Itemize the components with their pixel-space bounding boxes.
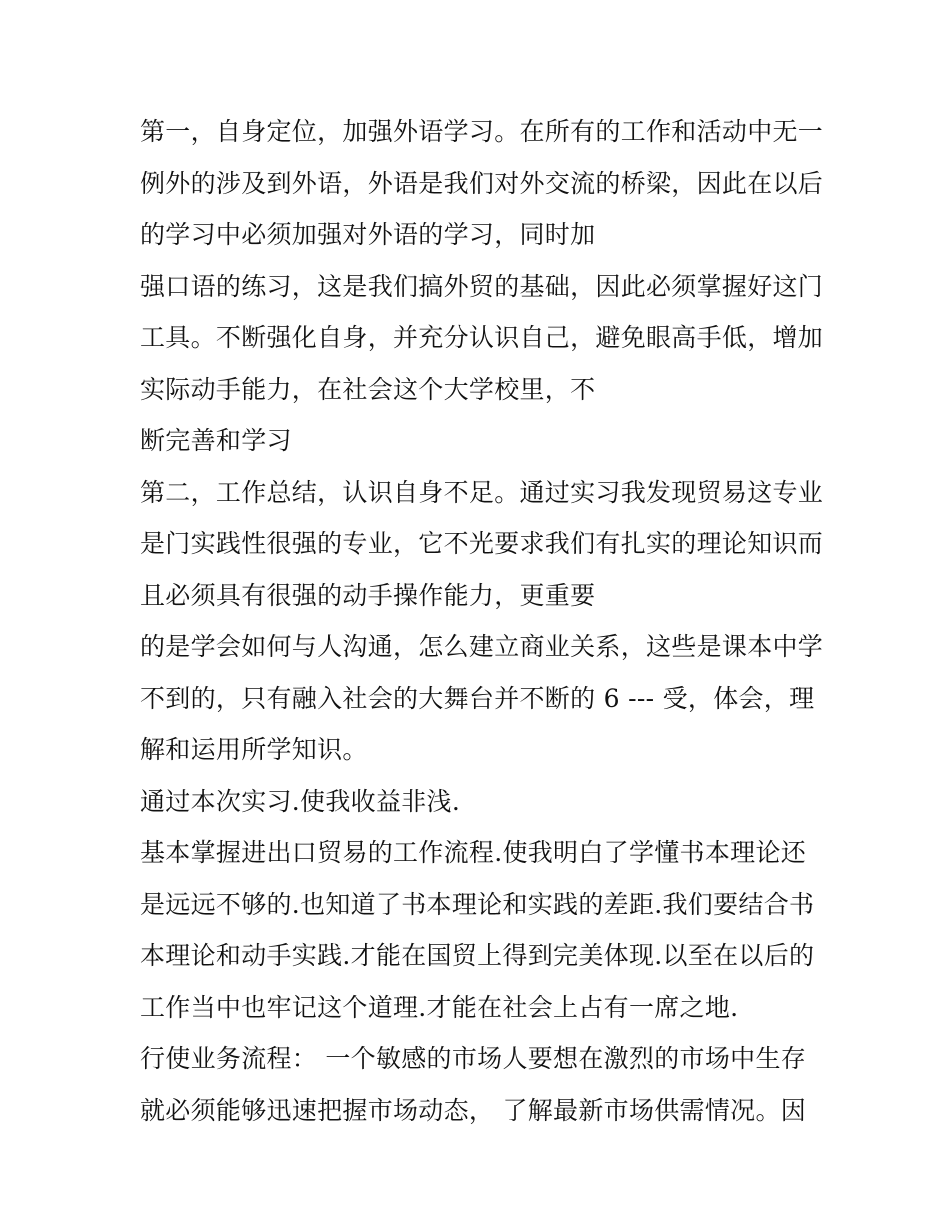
- text-line: 行使业务流程： 一个敏感的市场人要想在激烈的市场中生存: [140, 1044, 807, 1073]
- text-line: 是门实践性很强的专业，它不光要求我们有扎实的理论知识而: [140, 529, 824, 558]
- text-line: 强口语的练习，这是我们搞外贸的基础，因此必须掌握好这门: [140, 271, 824, 301]
- text-line: 通过本次实习.使我收益非浅.: [140, 786, 461, 816]
- text-line: 的是学会如何与人沟通，怎么建立商业关系，这些是课本中学: [140, 632, 824, 661]
- text-line: 的学习中必须加强对外语的学习，同时加: [140, 220, 596, 249]
- text-line: 本理论和动手实践.才能在国贸上得到完美体现.以至在以后的: [140, 941, 815, 970]
- text-line: 第一，自身定位，加强外语学习。在所有的工作和活动中无一: [140, 117, 824, 146]
- body-text: [140, 106, 840, 1136]
- text-line: 就必须能够迅速把握市场动态， 了解最新市场供需情况。因: [140, 1095, 807, 1125]
- text-line: 工具。不断强化自身，并充分认识自己，避免眼高手低，增加: [140, 323, 824, 352]
- text-line: 实际动手能力，在社会这个大学校里，不: [140, 374, 596, 404]
- text-line: 例外的涉及到外语，外语是我们对外交流的桥梁，因此在以后: [140, 168, 824, 198]
- text-line: 且必须具有很强的动手操作能力，更重要: [140, 580, 596, 610]
- text-line: 第二，工作总结，认识自身不足。通过实习我发现贸易这专业: [140, 477, 824, 507]
- text-line: 是远远不够的.也知道了书本理论和实践的差距.我们要结合书: [140, 889, 815, 919]
- text-line: 断完善和学习: [140, 426, 292, 455]
- text-line: 不到的，只有融入社会的大舞台并不断的 6 --- 受，体会，理: [140, 683, 815, 713]
- text-line: 解和运用所学知识。: [140, 735, 368, 764]
- text-line: 基本掌握进出口贸易的工作流程.使我明白了学懂书本理论还: [140, 838, 807, 867]
- text-line: 工作当中也牢记这个道理.才能在社会上占有一席之地.: [140, 992, 739, 1022]
